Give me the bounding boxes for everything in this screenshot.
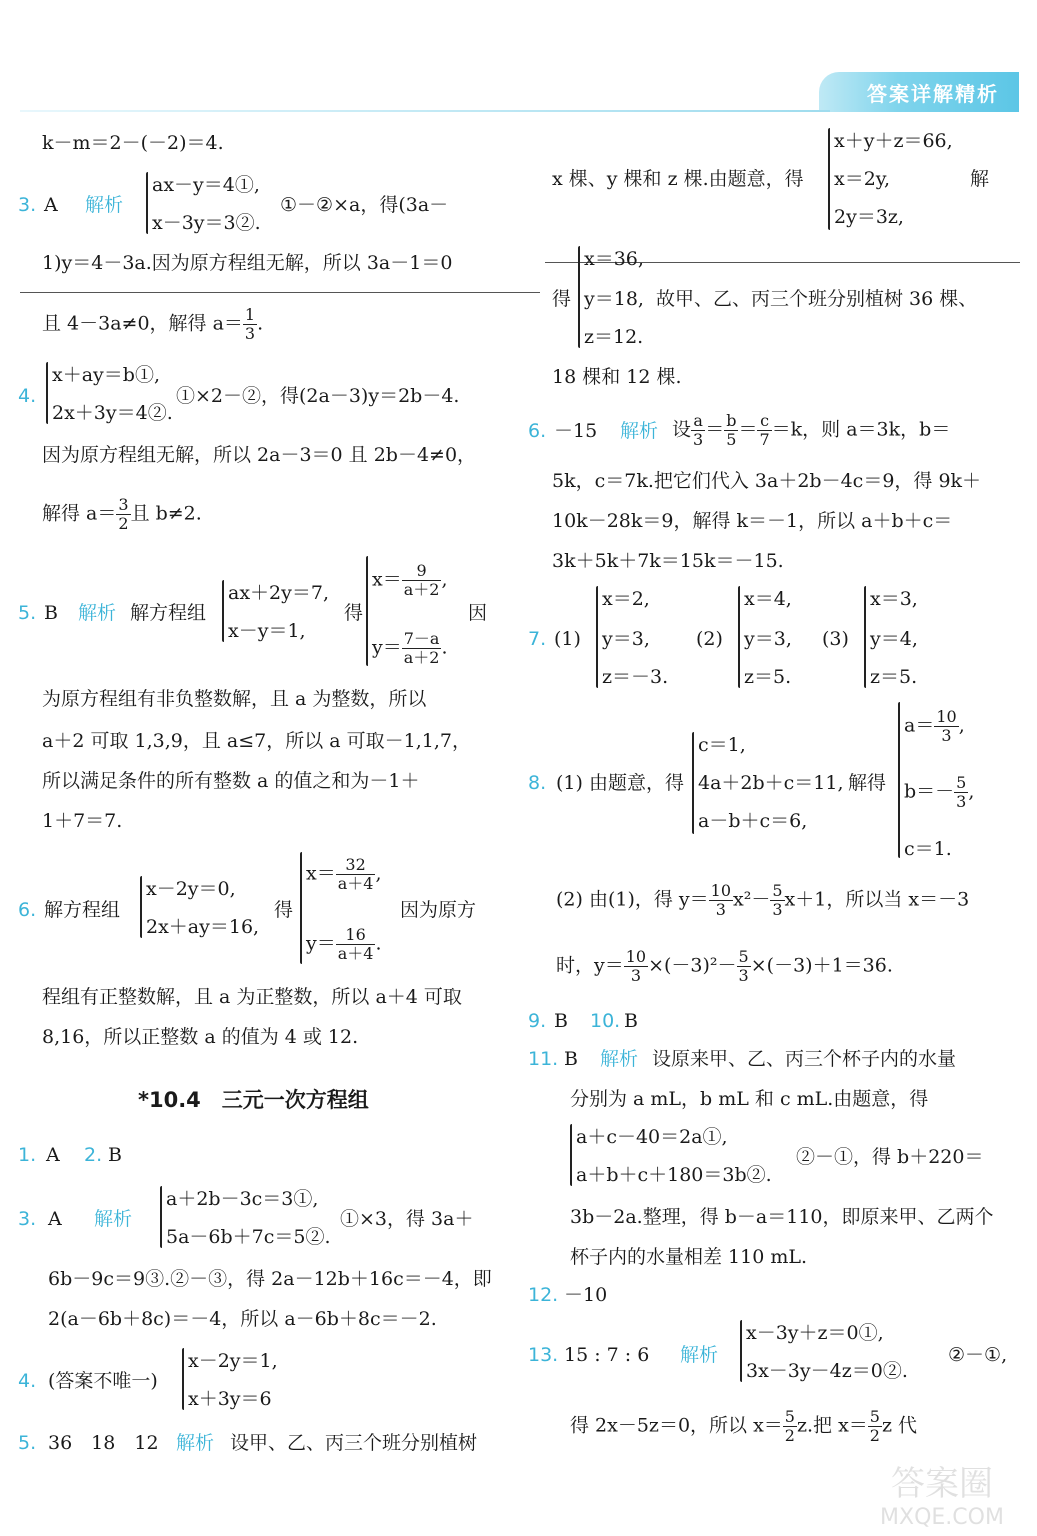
system-eq: a＝ $\frac{10}{3}$ , [904, 707, 965, 745]
system-eq: z＝5. [744, 666, 792, 688]
text-line: (答案不唯一) [48, 1370, 158, 1392]
text-line: (1) [554, 628, 581, 650]
system-brace [578, 246, 580, 348]
system-eq: x＝36, [584, 248, 644, 270]
system-eq: x＝2y, [834, 168, 891, 190]
system-eq: x－y＝1, [228, 620, 306, 642]
question-number: 6. [528, 420, 547, 442]
system-eq: b＝－ $\frac{5}{3}$ , [904, 773, 975, 811]
text-line: 且 4－3a≠0，解得 a＝ $\frac{1}{3}$ . [42, 305, 264, 343]
text-line: 得 [552, 288, 572, 310]
analysis-tag: 解析 [176, 1432, 215, 1454]
system-eq: 2x＋3y＝4②. [52, 402, 173, 424]
system-brace [596, 586, 598, 688]
answer: B [554, 1010, 568, 1032]
text-line: ①×2－②，得(2a－3)y＝2b－4. [176, 385, 460, 407]
analysis-tag: 解析 [680, 1344, 719, 1366]
system-eq: x＝4, [744, 588, 792, 610]
system-eq: x＝ $\frac{9}{a+2}$ , [372, 561, 448, 599]
fraction: $\frac{10}{3}$ [936, 707, 957, 745]
system-brace [898, 702, 900, 858]
text-line: 1)y＝4－3a.因为原方程组无解，所以 3a－1＝0 [42, 252, 453, 274]
system-brace [146, 172, 148, 234]
text-line: 3k＋5k＋7k＝15k＝－15. [552, 550, 784, 572]
fraction: $\frac{10}{3}$ [625, 947, 647, 985]
text-line: x 棵、y 棵和 z 棵.由题意，得 [552, 168, 804, 190]
system-brace [738, 586, 740, 688]
text-line: 杯子内的水量相差 110 mL. [570, 1246, 808, 1268]
system-eq: x＝3, [870, 588, 918, 610]
fraction: $\frac{b}{5}$ [726, 411, 737, 449]
question-number: 5. [18, 602, 37, 624]
system-eq: x＋y＋z＝66, [834, 130, 953, 152]
system-brace [300, 852, 302, 964]
system-eq: y＝3, [602, 628, 650, 650]
text-line: 得 2x－5z＝0，所以 x＝ $\frac{5}{2}$ z.把 x＝ $\frac{5}{2}$ z 代 [570, 1407, 918, 1445]
fraction: $\frac{32}{a+4}$ [337, 855, 374, 893]
fraction: $\frac{5}{2}$ [784, 1407, 795, 1445]
question-number: 2. [84, 1144, 103, 1166]
system-eq: y＝4, [870, 628, 918, 650]
text-line: 分别为 a mL，b mL 和 c mL.由题意，得 [570, 1088, 929, 1110]
system-eq: 2y＝3z, [834, 206, 904, 228]
fraction: $\frac{3}{2}$ [118, 495, 129, 533]
header-title: 答案详解精析 [867, 82, 999, 106]
right-column [528, 0, 1020, 1536]
system-eq: 3x－3y－4z＝0②. [746, 1360, 908, 1382]
system-eq: x＋3y＝6 [188, 1388, 272, 1410]
text-line: 10k－28k＝9，解得 k＝－1，所以 a＋b＋c＝ [552, 510, 953, 532]
fraction: $\frac{a}{3}$ [693, 411, 704, 449]
system-eq: 2x＋ay＝16, [146, 916, 260, 938]
fraction: $\frac{1}{3}$ [244, 305, 256, 343]
system-eq: a－b＋c＝6, [698, 810, 808, 832]
system-eq: a＋c－40＝2a①, [576, 1126, 728, 1148]
text-line: 5k，c＝7k.把它们代入 3a＋2b－4c＝9，得 9k＋ [552, 470, 982, 492]
question-number: 9. [528, 1010, 547, 1032]
text-line: 2(a－6b＋8c)＝－4，所以 a－6b＋8c＝－2. [48, 1308, 437, 1330]
question-number: 1. [18, 1144, 37, 1166]
text-line: 18 棵和 12 棵. [552, 366, 682, 388]
system-eq: y＝ $\frac{7-a}{a+2}$ . [372, 629, 448, 667]
fraction: $\frac{5}{3}$ [956, 773, 967, 811]
answer: B [44, 602, 58, 624]
text-line: (2) [696, 628, 723, 650]
analysis-tag: 解析 [600, 1048, 639, 1070]
text-line: 解得 a＝ $\frac{3}{2}$ 且 b≠2. [42, 495, 202, 533]
text-line: 设甲、乙、丙三个班分别植树 [230, 1432, 478, 1454]
system-eq: a＋2b－3c＝3①, [166, 1188, 319, 1210]
text-line: 得 [274, 899, 294, 921]
text-line: 8,16，所以正整数 a 的值为 4 或 12. [42, 1026, 359, 1048]
answer: B [564, 1048, 578, 1070]
answer: 15 : 7 : 6 [564, 1344, 650, 1366]
answer: B [624, 1010, 638, 1032]
system-eq: 4a＋2b＋c＝11, [698, 772, 844, 794]
text-line: 解方程组 [130, 602, 207, 624]
question-number: 3. [18, 1208, 37, 1230]
text-line: ②－①, [948, 1344, 1008, 1366]
system-brace [46, 362, 48, 424]
fraction: $\frac{c}{7}$ [759, 411, 770, 449]
question-number: 4. [18, 1370, 37, 1392]
text-line: 因为原方程组无解，所以 2a－3＝0 且 2b－4≠0， [42, 444, 477, 466]
system-eq: y＝3, [744, 628, 792, 650]
fraction: $\frac{16}{a+4}$ [337, 925, 374, 963]
fraction: $\frac{10}{3}$ [710, 881, 731, 919]
system-brace [366, 556, 368, 666]
answer: A [44, 194, 58, 216]
fraction: $\frac{9}{a+2}$ [403, 561, 440, 599]
system-eq: x－3y＝3②. [152, 212, 261, 234]
answer: A [48, 1208, 62, 1230]
text-line: 解 [970, 168, 990, 190]
text-line: 解方程组 [44, 899, 121, 921]
system-eq: x－2y＝1, [188, 1350, 278, 1372]
question-number: 10. [590, 1010, 621, 1032]
text-line: 解得 [848, 772, 887, 794]
question-number: 12. [528, 1284, 559, 1306]
text-line: k－m＝2－(－2)＝4. [42, 132, 224, 154]
system-eq: x－3y＋z＝0①, [746, 1322, 884, 1344]
system-brace [828, 128, 830, 230]
text-line: 得 [344, 602, 364, 624]
system-eq: c＝1. [904, 838, 952, 860]
answer: B [108, 1144, 122, 1166]
analysis-tag: 解析 [620, 420, 659, 442]
system-eq: x＋ay＝b①, [52, 364, 160, 386]
answer: －15 [554, 420, 598, 442]
system-brace [692, 732, 694, 834]
text-line: ②－①，得 b＋220＝ [796, 1146, 984, 1168]
system-eq: a＋b＋c＋180＝3b②. [576, 1164, 772, 1186]
question-number: 6. [18, 899, 37, 921]
text-line: 因 [468, 602, 488, 624]
system-brace [140, 876, 142, 938]
system-eq: z＝5. [870, 666, 918, 688]
text-line: 6b－9c＝9③.②－③，得 2a－12b＋16c＝－4，即 [48, 1268, 492, 1290]
text-line: 程组有正整数解，且 a 为正整数，所以 a＋4 可取 [42, 986, 462, 1008]
system-brace [222, 580, 224, 642]
system-eq: 5a－6b＋7c＝5②. [166, 1226, 331, 1248]
answer: 36 18 12 [48, 1432, 159, 1454]
system-brace [864, 586, 866, 688]
watermark: 答案圈 MXQE.COM [880, 1464, 1004, 1530]
text-line: (2) 由(1)，得 y＝ $\frac{10}{3}$ x²－ $\frac{5}{3}$ x＋1，所以当 x＝－3 [556, 881, 970, 919]
text-line: 为原方程组有非负整数解，且 a 为整数，所以 [42, 688, 427, 710]
question-number: 3. [18, 194, 37, 216]
system-eq: x－2y＝0, [146, 878, 236, 900]
section-title: *10.4 三元一次方程组 [138, 1088, 369, 1112]
text-line: (3) [822, 628, 849, 650]
system-eq: y＝ $\frac{16}{a+4}$ . [306, 925, 382, 963]
text-line: ①－②×a，得(3a－ [280, 194, 449, 216]
system-eq: z＝－3. [602, 666, 669, 688]
question-number: 7. [528, 628, 547, 650]
text-line: 时，y＝ $\frac{10}{3}$ ×(－3)²－ $\frac{5}{3}$ ×(－3)＋1＝36. [556, 947, 893, 985]
system-eq: y＝18, [584, 288, 644, 310]
question-number: 8. [528, 772, 547, 794]
fraction: $\frac{5}{2}$ [869, 1407, 880, 1445]
question-number: 5. [18, 1432, 37, 1454]
analysis-tag: 解析 [78, 602, 117, 624]
system-eq: c＝1, [698, 734, 746, 756]
system-eq: x＝ $\frac{32}{a+4}$ , [306, 855, 382, 893]
question-number: 11. [528, 1048, 559, 1070]
analysis-tag: 解析 [94, 1208, 133, 1230]
system-brace [160, 1186, 162, 1248]
question-number: 13. [528, 1344, 559, 1366]
text-line: 因为原方 [400, 899, 477, 921]
text-line: 所以满足条件的所有整数 a 的值之和为－1＋ [42, 770, 420, 792]
text-line: (1) 由题意，得 [556, 772, 684, 794]
answer: －10 [564, 1284, 608, 1306]
system-brace [182, 1348, 184, 1410]
system-brace [740, 1320, 742, 1382]
text-line: 故甲、乙、丙三个班分别植树 36 棵、 [656, 288, 978, 310]
system-eq: z＝12. [584, 326, 644, 348]
question-number: 4. [18, 385, 37, 407]
fraction: $\frac{7-a}{a+2}$ [403, 629, 440, 667]
system-eq: ax－y＝4①, [152, 174, 260, 196]
text-line: 设原来甲、乙、丙三个杯子内的水量 [652, 1048, 957, 1070]
text-line: ①×3，得 3a＋ [340, 1208, 474, 1230]
text-line: 3b－2a.整理，得 b－a＝110，即原来甲、乙两个 [570, 1206, 994, 1228]
fraction: $\frac{5}{3}$ [772, 881, 783, 919]
analysis-tag: 解析 [85, 194, 124, 216]
fraction: $\frac{5}{3}$ [738, 947, 749, 985]
system-brace [570, 1124, 572, 1186]
text-line: 设 $\frac{a}{3}$ ＝ $\frac{b}{5}$ ＝ $\frac{c}{7}$ ＝k，则 a＝3k，b＝ [672, 411, 951, 449]
system-eq: x＝2, [602, 588, 650, 610]
system-eq: ax＋2y＝7, [228, 582, 329, 604]
answer: A [46, 1144, 60, 1166]
text-line: a＋2 可取 1,3,9，且 a≤7，所以 a 可取－1,1,7， [42, 730, 471, 752]
text-line: 1＋7＝7. [42, 810, 123, 832]
